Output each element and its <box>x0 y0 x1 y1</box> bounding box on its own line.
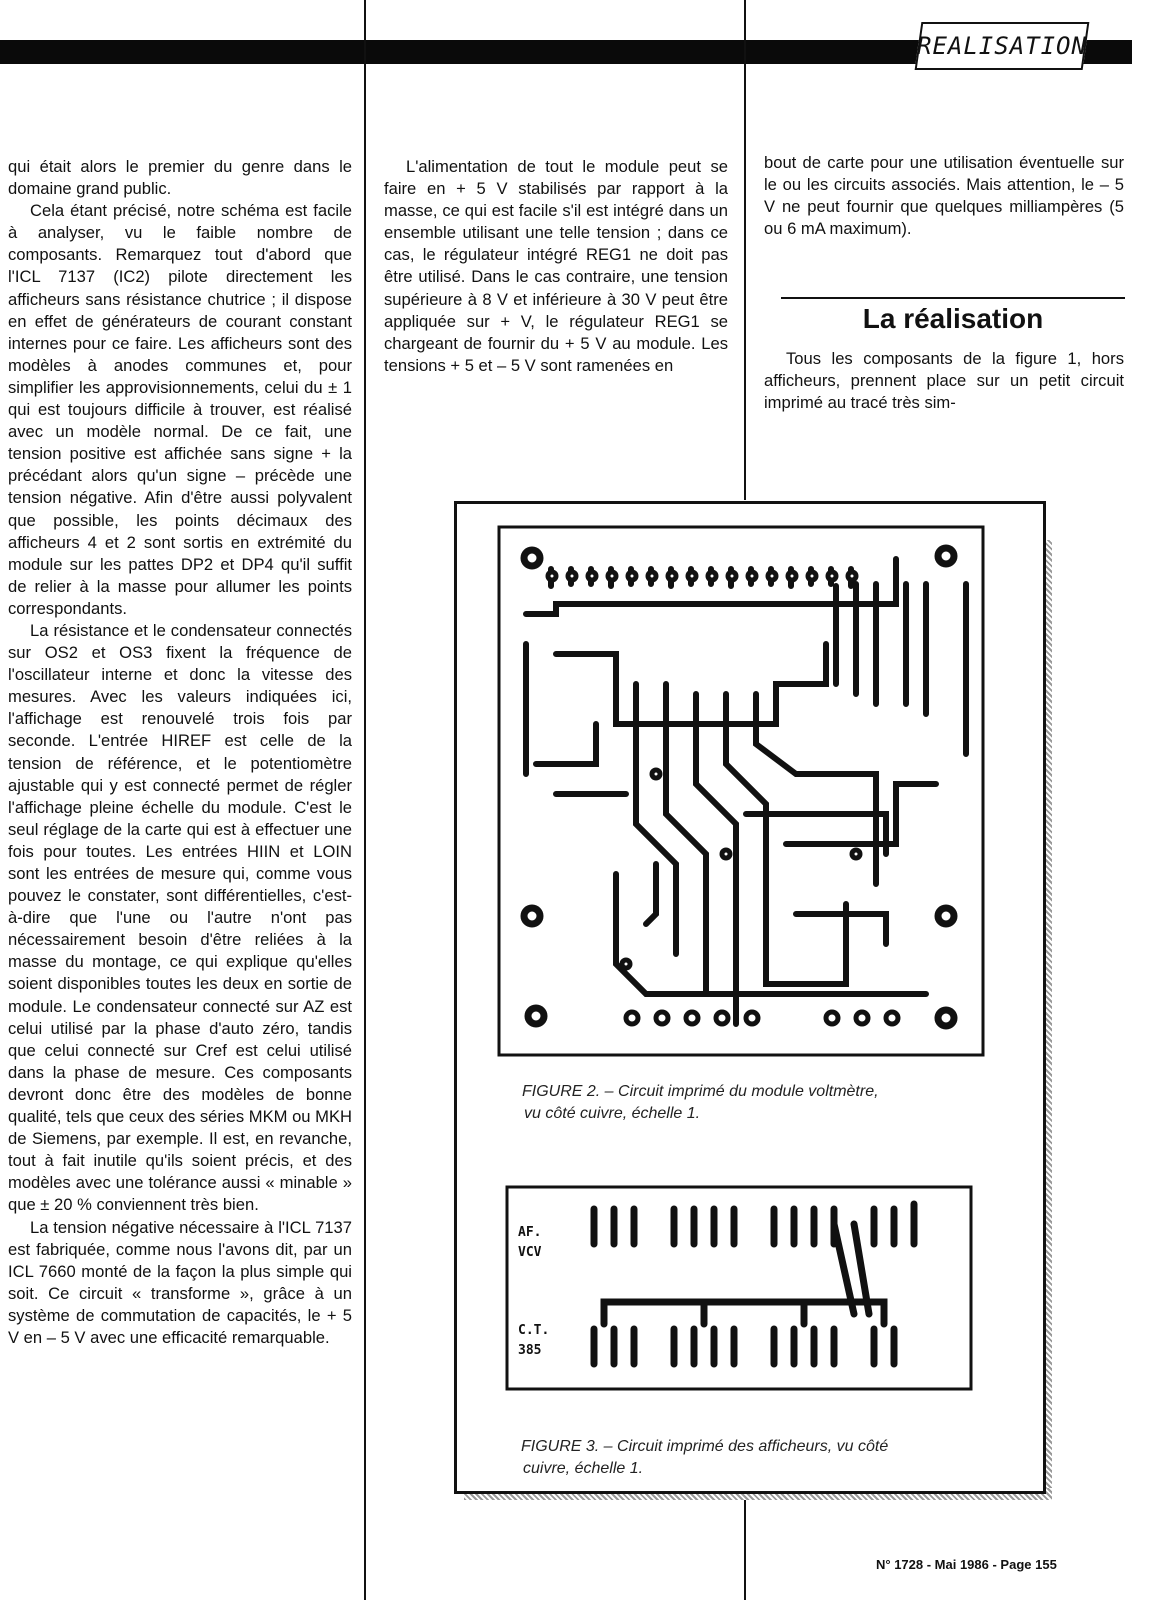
paragraph: Cela étant précisé, notre schéma est facile à analyser, vu le faible nombre de composants. Remarquez tout d'abord que l'ICL 7137 (IC2) pilote directement les afficheurs sans résistance chutrice ; il dispose en effet de générateurs de courant constant internes pour ce faire. Les afficheurs sont des modèles à anodes communes et, pour simplifier les approvisionnements, celui du ± 1 qui est toujours difficile à trouver, est réalisé avec un modèle normal. De ce fait, une tension positive est affichée sans signe + la précédant alors qu'un signe – précède une tension négative. Afin d'être aussi polyvalent que possible, les points décimaux des afficheurs 4 et 2 sont sortis en extrémité du module sur les pattes DP2 et DP4 qu'il suffit de relier à la masse pour allumer les points correspondants. <box>8 201 352 618</box>
rubric-label: REALISATION <box>917 32 1087 60</box>
column-rule-2-bottom <box>744 1496 746 1600</box>
figure-3-pcb <box>504 1184 974 1392</box>
paragraph: Tous les composants de la figure 1, hors afficheurs, prennent place sur un petit circuit imprimé au tracé très sim- <box>764 349 1124 413</box>
section-heading: La réalisation <box>862 303 1044 334</box>
caption-line: cuivre, échelle 1. <box>523 1460 644 1477</box>
paragraph: qui était alors le premier du genre dans le domaine grand public. <box>8 157 352 199</box>
header-bar-tail <box>1090 40 1132 64</box>
caption-line: FIGURE 2. – Circuit imprimé du module voltmètre, <box>522 1083 879 1100</box>
figure-3-caption <box>521 1436 888 1480</box>
paragraph: La résistance et le condensateur connectés sur OS2 et OS3 fixent la fréquence de l'oscillateur interne et donc la vitesse des mesures. Avec les valeurs indiquées ici, l'affichage est renouvelé trois fois par seconde. L'entrée HIREF est celle de la tension de référence, et le potentiomètre ajustable qui y est connecté permet de régler l'affichage pleine échelle du module. C'est le seul réglage de la carte qui est à effectuer une fois pour toutes. Les entrées HIIN et LOIN sont les entrées de mesure qui, comme vous pouvez le constater, sont différentielles, c'est-à-dire que l'une ou l'autre n'ont pas nécessairement besoin d'être reliées à la masse du montage, ce qui explique qu'elles soient disponibles toutes les deux en sortie de module. Le condensateur connecté sur AZ est celui utilisé par la phase d'auto zéro, tandis que celui connecté sur Cref est celui utilisé dans la phase de mesure. Ces composants devront donc être des modèles de bonne qualité, tels que ceux des séries MKM ou MKH de Siemens, par exemple. Il est, en revanche, tout à fait inutile qu'ils soient précis, et des modèles avec une tolérance aussi « minable » que ± 20 % conviennent très bien. <box>8 620 353 1215</box>
paragraph: L'alimentation de tout le module peut se faire en + 5 V stabilisés par rapport à la masse, ce qui est facile s'il est intégré dans un ensemble utilisant une telle tension ; dans ce cas, le régulateur intégré REG1 ne doit pas être utilisé. Dans le cas contraire, une tension supérieure à 8 V et inférieure à 30 V peut être appliquée sur + V, le régulateur REG1 se chargeant de fournir du + 5 V au module. Les tensions + 5 et – 5 V sont ramenées en <box>384 157 728 375</box>
paragraph: La tension négative nécessaire à l'ICL 7137 est fabriquée, comme nous l'avons dit, par un ICL 7660 monté de la façon la plus simple qui soit. Ce circuit « transforme », grâce à un système de commutation de capacités, le + 5 V en – 5 V avec une efficacité remarquable. <box>8 1217 352 1347</box>
middle-column <box>384 156 728 377</box>
column-rule-2 <box>744 0 746 500</box>
caption-line: vu côté cuivre, échelle 1. <box>524 1105 701 1122</box>
fig3-mark: C.T. <box>518 1323 550 1338</box>
figure-2-pcb <box>496 524 986 1058</box>
page-footer: N° 1728 - Mai 1986 - Page 155 <box>876 1557 1057 1572</box>
column-rule-1 <box>364 0 366 1600</box>
fig3-mark: VCV <box>518 1245 542 1260</box>
fig3-mark: 385 <box>518 1343 542 1358</box>
paragraph: bout de carte pour une utilisation éventuelle sur le ou les circuits associés. Mais attention, le – 5 V ne peut fournir que quelques milliampères (5 ou 6 mA maximum). <box>764 153 1124 239</box>
figure-2-caption <box>522 1081 879 1125</box>
caption-line: FIGURE 3. – Circuit imprimé des afficheurs, vu côté <box>521 1438 889 1455</box>
right-column-top <box>764 152 1124 240</box>
left-column <box>8 156 352 1349</box>
rubric-badge <box>915 22 1090 70</box>
right-column-bottom <box>764 348 1124 414</box>
fig3-mark: AF. <box>518 1225 542 1240</box>
section-rule <box>781 297 1125 299</box>
